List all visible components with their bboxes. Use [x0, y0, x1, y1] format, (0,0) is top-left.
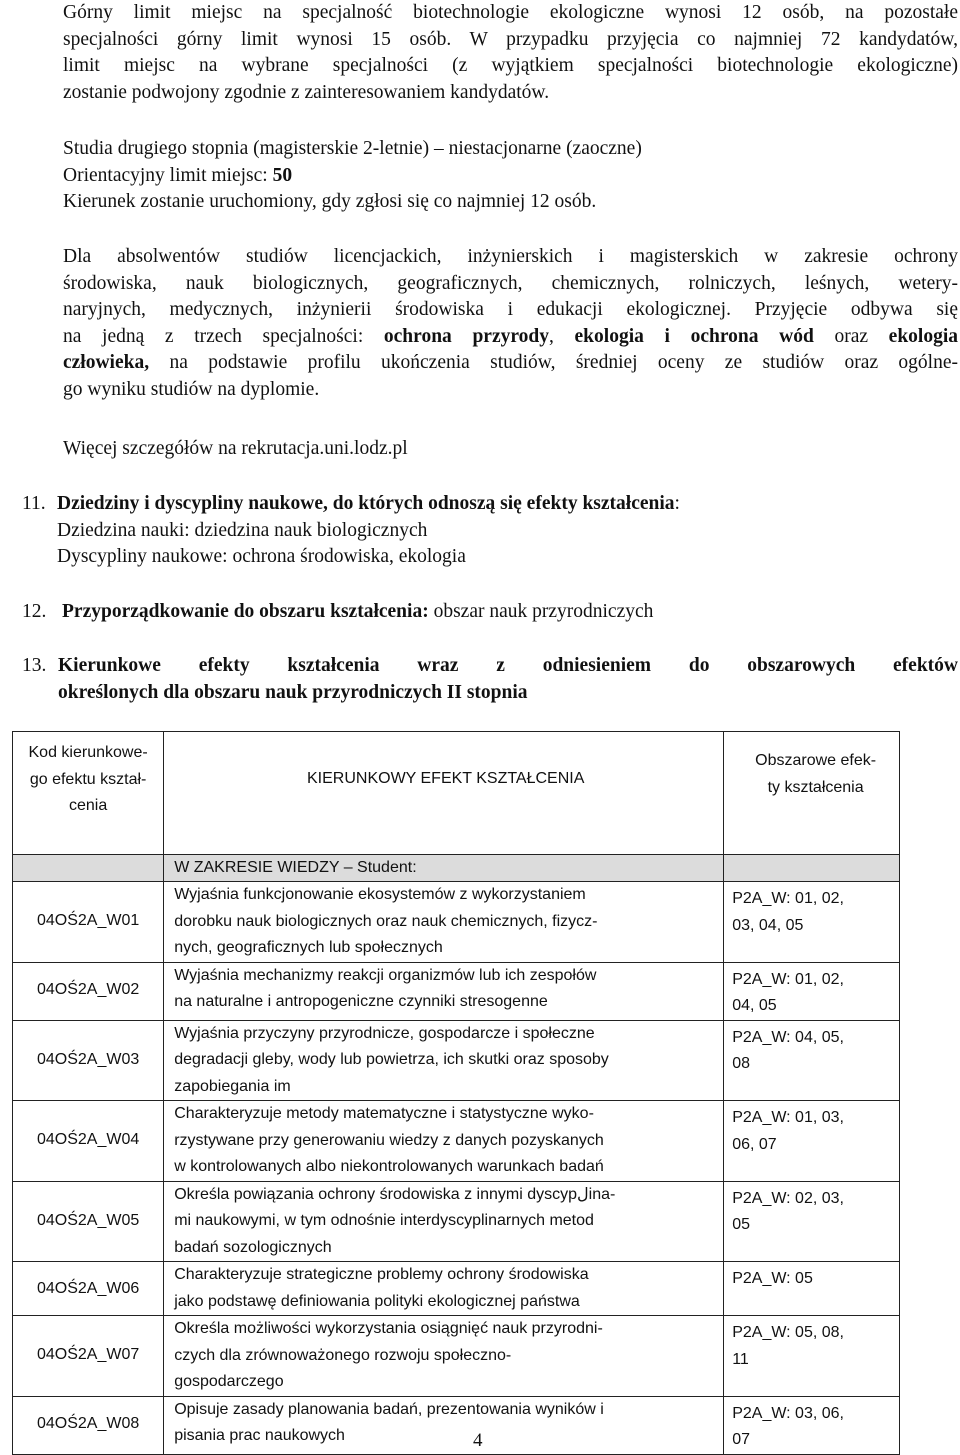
absolwenci-paragraph — [63, 244, 958, 403]
effect-description: Opisuje zasady planowania badań, prezentowania wyników i pisania prac naukowych — [164, 1396, 724, 1454]
section-title: Przyporządkowanie do obszaru kształcenia: obszar nauk przyrodniczych — [62, 601, 654, 622]
area-effects: P2A_W: 05 — [724, 1262, 900, 1316]
section-number: 12. — [22, 601, 47, 622]
table-row — [13, 1101, 900, 1182]
header-area: Obszarowe efek- ty kształcenia — [724, 732, 900, 855]
learning-outcomes-table — [12, 731, 900, 1455]
section-12 — [22, 599, 958, 626]
effect-code: 04OŚ2A_W02 — [13, 962, 164, 1020]
header-code: Kod kierunkowe- go efektu kształ- cenia — [13, 732, 164, 855]
absolwenci-line: środowiska, nauk biologicznych, geograficznych, chemicznych, rolniczych, leśnych, wetery- — [63, 272, 958, 294]
intro-line: limit miejsc na wybrane specjalności (z wyjątkiem specjalności biotechnologie ekologiczne) — [63, 55, 958, 76]
studia-type: Studia drugiego stopnia (magisterskie 2-letnie) – niestacjonarne (zaoczne) — [63, 138, 642, 159]
specjalnosc-ekologia-wod: ekologia i ochrona wód — [574, 325, 814, 347]
table-row — [13, 1396, 900, 1454]
effect-description: Określa możliwości wykorzystania osiągnięć nauk przyrodni- czych dla zrównoważonego rozwoju społeczno- gospodarczego — [164, 1316, 724, 1397]
table-row — [13, 962, 900, 1020]
effect-code: 04OŚ2A_W07 — [13, 1316, 164, 1397]
absolwenci-line: na jedną z trzech specjalności: ochrona przyrody, ekologia i ochrona wód oraz ekologia — [63, 325, 959, 347]
studia-info — [63, 136, 958, 216]
effect-description: Wyjaśnia funkcjonowanie ekosystemów z wykorzystaniem dorobku nauk biologicznych oraz nauk chemicznych, fizycz- nych, geograficznych lub społecznych — [164, 882, 724, 963]
effect-description: Wyjaśnia mechanizmy reakcji organizmów lub ich zespołów na naturalne i antropogeniczne czynniki stresogenne — [164, 962, 724, 1020]
table-header-row — [13, 732, 900, 855]
effect-code: 04OŚ2A_W01 — [13, 882, 164, 963]
effect-description: Określa powiązania ochrony środowiska z innymi dyscypلina- mi naukowymi, w tym odnośnie interdyscyplinarnych metod badań sozologicznych — [164, 1181, 724, 1262]
section-title: Dziedziny i dyscypliny naukowe, do których odnoszą się efekty kształcenia: — [57, 493, 680, 514]
table-row — [13, 1316, 900, 1397]
area-effects: P2A_W: 01, 02, 04, 05 — [724, 962, 900, 1020]
dyscypliny-naukowe: Dyscypliny naukowe: ochrona środowiska, ekologia — [57, 546, 466, 567]
intro-line: zostanie podwojony zgodnie z zainteresowaniem kandydatów. — [63, 81, 550, 103]
intro-line: specjalności górny limit wynosi 15 osób. W przypadku przyjęcia co najmniej 72 kandydatów, — [63, 28, 958, 50]
section-row-wiedza — [13, 855, 900, 882]
area-effects: P2A_W: 03, 06, 07 — [724, 1396, 900, 1454]
area-effects: P2A_W: 02, 03, 05 — [724, 1181, 900, 1262]
effect-description: Wyjaśnia przyczyny przyrodnicze, gospodarcze i społeczne degradacji gleby, wody lub powietrza, ich skutki oraz sposoby zapobiegania im — [164, 1020, 724, 1101]
section-number: 11. — [22, 493, 46, 514]
table-row — [13, 1020, 900, 1101]
table-row — [13, 1181, 900, 1262]
section-11 — [22, 491, 958, 571]
header-effect: KIERUNKOWY EFEKT KSZTAŁCENIA — [164, 732, 724, 855]
area-effects: P2A_W: 05, 08, 11 — [724, 1316, 900, 1397]
page-number: 4 — [473, 1430, 483, 1451]
area-effects: P2A_W: 01, 03, 06, 07 — [724, 1101, 900, 1182]
section-title-line: Kierunkowe efekty kształcenia wraz z odniesieniem do obszarowych efektów — [58, 655, 958, 676]
effect-code: 04OŚ2A_W03 — [13, 1020, 164, 1101]
table-row — [13, 882, 900, 963]
section-number: 13. — [22, 655, 47, 676]
section-title-line: określonych dla obszaru nauk przyrodniczych II stopnia — [58, 681, 528, 703]
absolwenci-line: Dla absolwentów studiów licencjackich, inżynierskich i magisterskich w zakresie ochrony — [63, 246, 958, 267]
dziedzina-nauki: Dziedzina nauki: dziedzina nauk biologicznych — [57, 519, 428, 541]
specjalnosc-ochrona-przyrody: ochrona przyrody — [383, 325, 549, 347]
table-row — [13, 1262, 900, 1316]
effect-code: 04OŚ2A_W04 — [13, 1101, 164, 1182]
effect-code: 04OŚ2A_W05 — [13, 1181, 164, 1262]
absolwenci-line: człowieka, na podstawie profilu ukończenia studiów, średniej oceny ze studiów oraz ogólne- — [63, 352, 958, 373]
effect-description: Charakteryzuje metody matematyczne i statystyczne wyko- rzystywane przy generowaniu wiedzy z danych pozyskanych w kontrolowanych albo niekontrolowanych warunkach badań — [164, 1101, 724, 1182]
more-info-link: Więcej szczegółów na rekrutacja.uni.lodz.pl — [63, 438, 408, 459]
intro-paragraph — [63, 0, 958, 106]
studia-condition: Kierunek zostanie uruchomiony, gdy zgłosi się co najmniej 12 osób. — [63, 191, 597, 212]
absolwenci-line: naryjnych, medycznych, inżynierii środowiska i edukacji ekologicznej. Przyjęcie odbywa się — [63, 299, 958, 320]
specjalnosc-ekologia-czlowieka: ekologia — [888, 325, 959, 347]
section-label: W ZAKRESIE WIEDZY – Student: — [164, 855, 724, 882]
studia-limit — [63, 163, 958, 190]
section-13 — [22, 653, 958, 706]
table-body — [13, 882, 900, 1455]
absolwenci-line: go wyniku studiów na dyplomie. — [63, 378, 320, 400]
studia-limit-label: Orientacyjny limit miejsc: — [63, 164, 273, 186]
intro-line: Górny limit miejsc na specjalność biotechnologie ekologiczne wynosi 12 osób, na pozostałe — [63, 2, 958, 23]
area-effects: P2A_W: 04, 05, 08 — [724, 1020, 900, 1101]
effect-code: 04OŚ2A_W06 — [13, 1262, 164, 1316]
area-effects: P2A_W: 01, 02, 03, 04, 05 — [724, 882, 900, 963]
effect-description: Charakteryzuje strategiczne problemy ochrony środowiska jako podstawę definiowania polityki ekologicznej państwa — [164, 1262, 724, 1316]
studia-limit-value: 50 — [272, 164, 293, 186]
effect-code: 04OŚ2A_W08 — [13, 1396, 164, 1454]
